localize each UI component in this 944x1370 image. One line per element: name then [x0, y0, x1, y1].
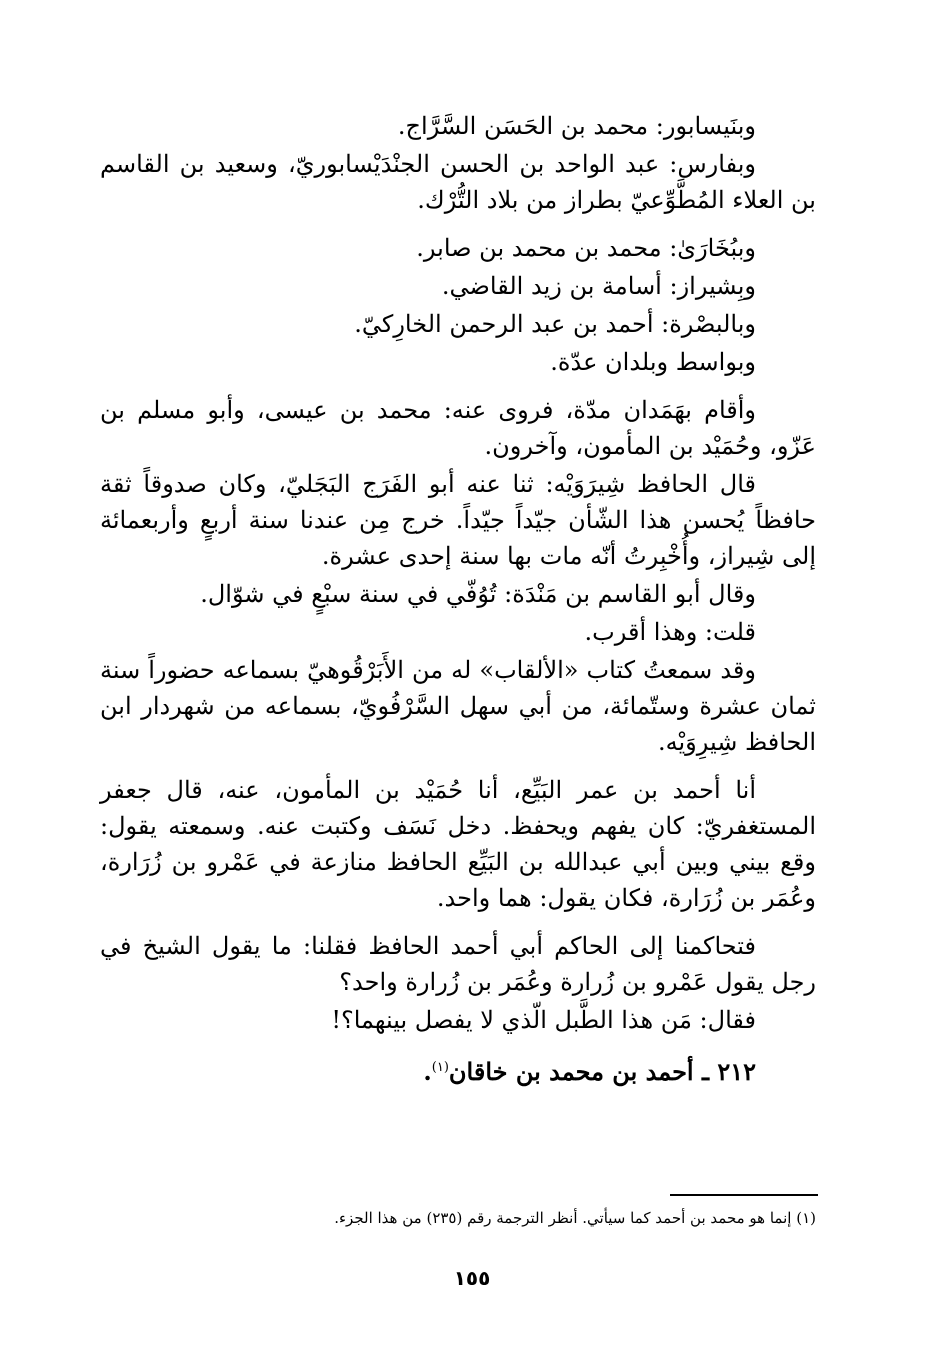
- paragraph-ibn-manda: وقال أبو القاسم بن مَنْدَة: تُوُفّي في سنة سبْعٍ في شوّال.: [200, 580, 756, 608]
- footnote-marker: (١): [431, 1060, 449, 1075]
- paragraph-alqab: وقد سمعتُ كتاب «الألقاب» له من الأَبَرْقُوهيّ بسماعه حضوراً سنة ثمان عشرة وستّمائة، من أبي سهل السَّرْفُويّ، بسماعه من شهردار ابن الحافظ شِيرِوَيْه.: [100, 656, 816, 756]
- entry-heading: [100, 1050, 816, 1090]
- line-shiraz: وبِشيراز: أسامة بن زيد القاضي.: [441, 272, 756, 300]
- line-fars: وبفارس: عبد الواحد بن الحسن الجنْدَيْسابوريّ، وسعيد بن القاسم بن العلاء المُطَّوِّعيّ بطراز من بلاد التُّرْك.: [100, 150, 816, 214]
- paragraph-hamadan: وأقام بهَمَدان مدّة، فروى عنه: محمد بن عيسى، وأبو مسلم بن عَزّو، وحُمَيْد بن المأمون، وآخرون.: [100, 396, 816, 460]
- paragraph-comment: قلت: وهذا أقرب.: [584, 618, 756, 646]
- paragraph-shirawayh: قال الحافظ شِيرَوَيْه: ثنا عنه أبو الفَرَج البَجَليّ، وكان صدوقاً ثقة حافظاً يُحسن هذا الشّأن جيّداً جيّداً. خرج مِن عندنا سنة أربعٍ وأربعمائة إلى شِيراز، وأُخْبِرتُ أنّه مات بها سنة إحدى عشرة.: [100, 470, 816, 570]
- footnote-divider: [670, 1194, 818, 1196]
- entry-heading-text: ٢١٢ ـ أحمد بن محمد بن خاقان: [448, 1057, 756, 1086]
- line-basra: وبالبصْرة: أحمد بن عبد الرحمن الخارِكيّ.: [354, 310, 756, 338]
- paragraph-tabl: فقال: مَن هذا الطَّبل الّذي لا يفصل بينهما؟!: [331, 1006, 756, 1034]
- main-text: [100, 108, 816, 1092]
- paragraph-hakim: فتحاكمنا إلى الحاكم أبي أحمد الحافظ فقلنا: ما يقول الشيخ في رجل يقول عَمْرو بن زُرارة وعُمَر بن زُرارة واحد؟: [100, 932, 816, 996]
- entry-heading-end: .: [423, 1057, 432, 1086]
- line-bukhara: وببُخَارَىٰ: محمد بن محمد بن صابر.: [416, 234, 756, 262]
- line-wasit: وبواسط وبلدان عدّة.: [550, 348, 756, 376]
- page-number: ١٥٥: [453, 1266, 491, 1290]
- footnote: (١) إنما هو محمد بن أحمد كما سيأتي. أنظر الترجمة رقم (٢٣٥) من هذا الجزء.: [334, 1209, 816, 1227]
- paragraph-mustaghfiri: أنا أحمد بن عمر البَيِّع، أنا حُمَيْد بن المأمون، عنه، قال جعفر المستغفريّ: كان يفهم ويحفظ. دخل نَسَف وكتبت عنه. وسمعته يقول: وقع بيني وبين أبي عبدالله بن البَيِّع الحافظ منازعة في عَمْرو بن زُرَارة، وعُمَر بن زُرَارة، فكان يقول: هما واحد.: [100, 776, 816, 912]
- line-nishapur: وبنَيسابور: محمد بن الحَسَن السَّرَّاج.: [397, 112, 756, 140]
